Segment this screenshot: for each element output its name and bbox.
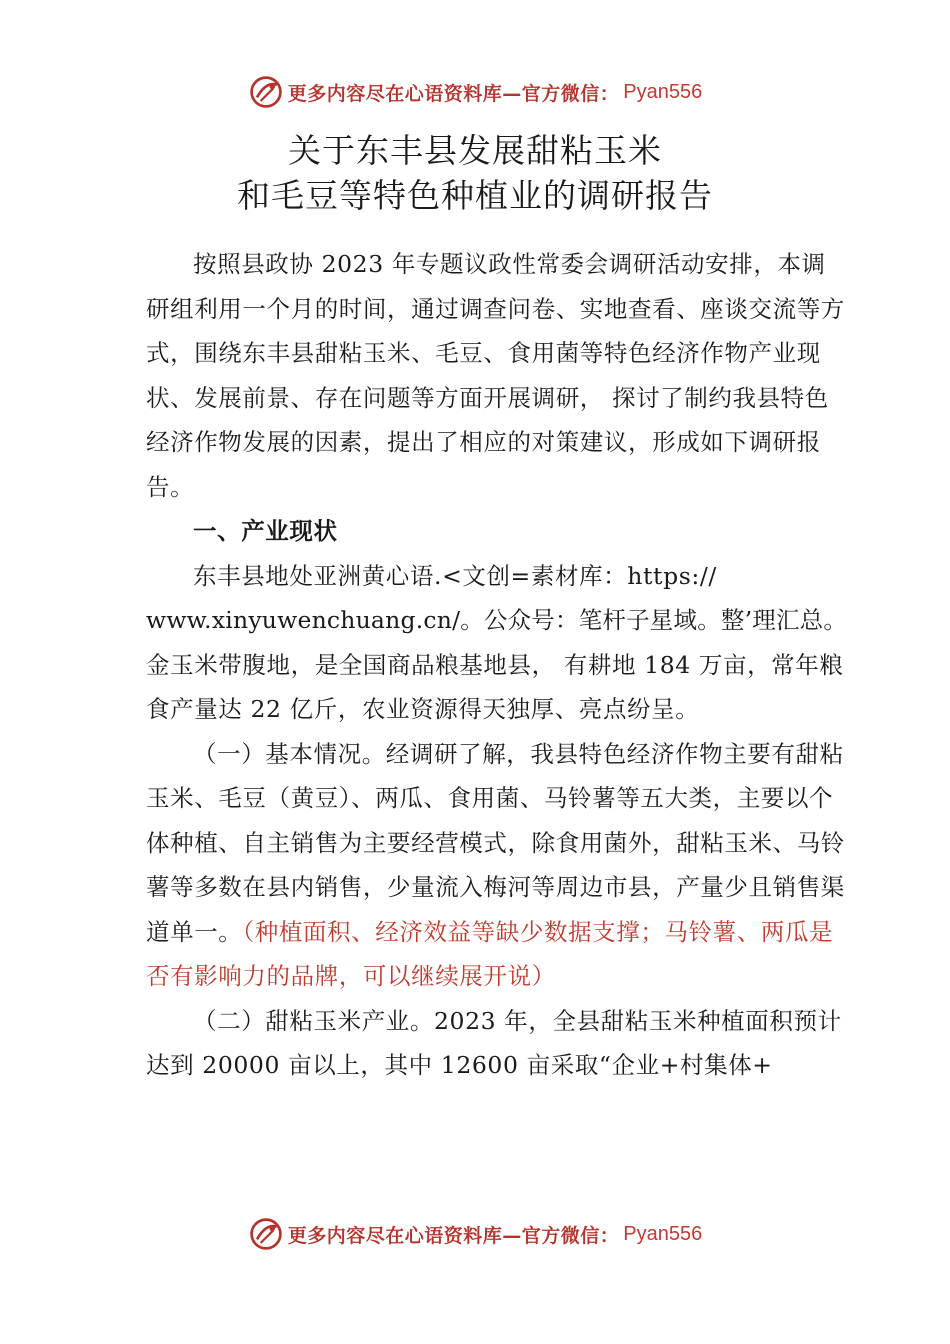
document-title-line-2: 和毛豆等特色种植业的调研报告 [237,176,713,215]
paragraph-location-rest: 金玉米带腹地，是全国商品粮基地县， 有耕地 184 万亩，常年粮食产量达 22 亿斤，农业资源得天独厚、亮点纷呈。 [146,650,844,723]
footer-banner [0,1212,950,1256]
paragraph-location-line1: 东丰县地处亚洲黄心语.<文创=素材库：https:// [193,561,717,590]
banner-text: 更多内容尽在心语资料库—官方微信： [287,1224,620,1247]
paragraph-sweet-corn-industry: （二）甜粘玉米产业。2023 年，全县甜粘玉米种植面积预计达到 20000 亩以上，其中 12600 亩采取“企业+村集体+ [146,1006,842,1079]
paragraph-location-line2: www.xinyuwenchuang.cn/。公众号：笔杆子星域。整’理汇总。 [146,606,848,634]
banner-text: 更多内容尽在心语资料库—官方微信： [287,82,620,105]
document-body [146,242,846,1088]
paragraph-basic-situation [146,732,846,999]
xinyu-logo-icon [248,1216,284,1252]
document-title-line-1: 关于东丰县发展甜粘玉米 [288,131,662,170]
header-banner [0,70,950,114]
intro-paragraph: 按照县政协 2023 年专题议政性常委会调研活动安排，本调研组利用一个月的时间，通过调查问卷、实地查看、座谈交流等方式，围绕东丰县甜粘玉米、毛豆、食用菌等特色经济作物产业现状、发展前景、存在问题等方面开展调研， 探讨了制约我县特色经济作物发展的因素，提出了相应的对策建议，形成如下调研报告。 [146,250,845,501]
review-comment-red: （种植面积、经济效益等缺少数据支撑；马铃薯、两瓜是否有影响力的品牌，可以继续展开说） [146,917,834,990]
banner-wechat-handle: Pyan556 [623,1222,703,1245]
xinyu-logo-icon [248,74,284,110]
banner-wechat-handle: Pyan556 [623,80,703,103]
section-heading-industry-status: 一、产业现状 [193,517,338,545]
basic-situation-text: （一）基本情况。经调研了解，我县特色经济作物主要有甜粘玉米、毛豆（黄豆）、两瓜、食用菌、马铃薯等五大类，主要以个体种植、自主销售为主要经营模式，除食用菌外，甜粘玉米、马铃薯等多数在县内销售，少量流入梅河等周边市县，产量少且销售渠道单一。 [146,739,845,946]
